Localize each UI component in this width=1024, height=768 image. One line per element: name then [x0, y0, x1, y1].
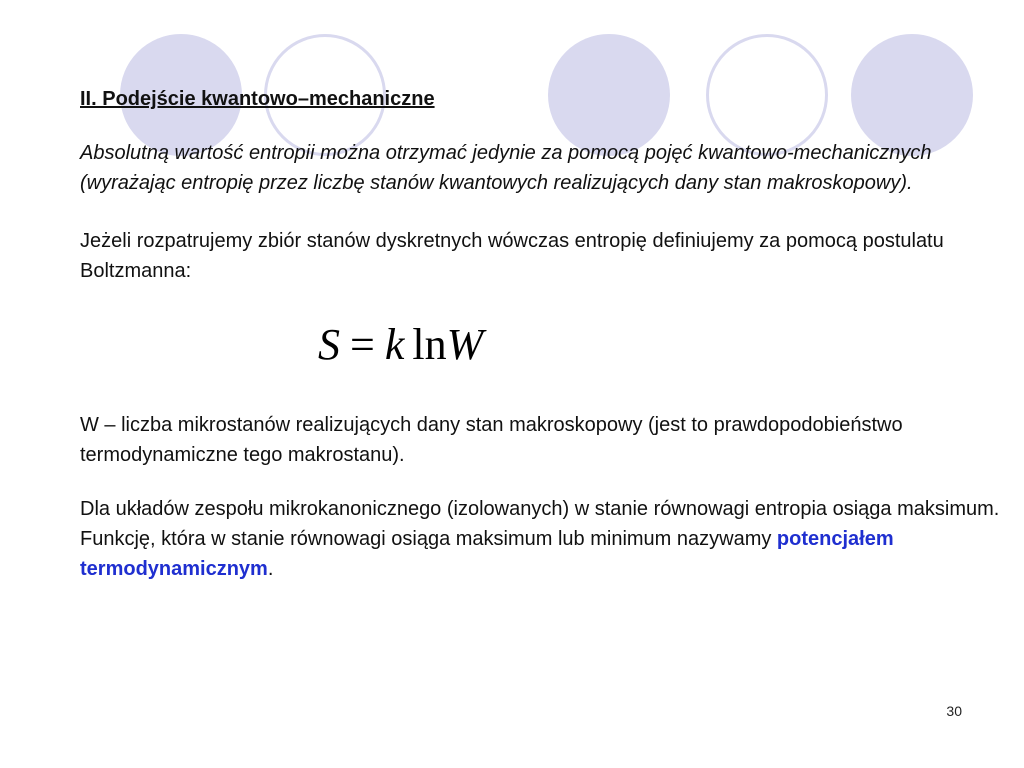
paragraph-absolute-entropy: Absolutną wartość entropii można otrzymać jedynie za pomocą pojęć kwantowo-mechanicznych (wyrażając entropię przez liczbę stanów kwantowych realizujących dany stan makroskopowy). [80, 142, 932, 194]
formula-entropy-symbol: S [318, 320, 340, 369]
paragraph-thermodynamic-potential-text: Dla układów zespołu mikrokanonicznego (izolowanych) w stanie równowagi entropia osiąga maksimum. Funkcję, która w stanie równowagi osiąga maksimum lub minimum nazywamy [80, 498, 1000, 550]
page-number: 30 [946, 703, 962, 719]
formula-boltzmann-constant: k [384, 320, 405, 369]
slide-content [80, 84, 1000, 584]
slide-heading: II. Podejście kwantowo–mechaniczne [80, 88, 435, 110]
boltzmann-formula [80, 316, 1000, 374]
formula-microstates-symbol: W [446, 320, 484, 369]
formula-equals-sign: = [350, 320, 375, 369]
paragraph-thermodynamic-potential [80, 494, 1000, 584]
paragraph-thermodynamic-potential-end: . [267, 558, 274, 580]
thermodynamic-potential-term: potencjałem termodynamicznym [80, 528, 894, 580]
paragraph-boltzmann-intro: Jeżeli rozpatrujemy zbiór stanów dyskretnych wówczas entropię definiujemy za pomocą postulatu Boltzmanna: [80, 230, 944, 282]
formula-ln: ln [412, 320, 447, 369]
paragraph-microstates-definition: W – liczba mikrostanów realizujących dany stan makroskopowy (jest to prawdopodobieństwo termodynamiczne tego makrostanu). [80, 414, 903, 466]
